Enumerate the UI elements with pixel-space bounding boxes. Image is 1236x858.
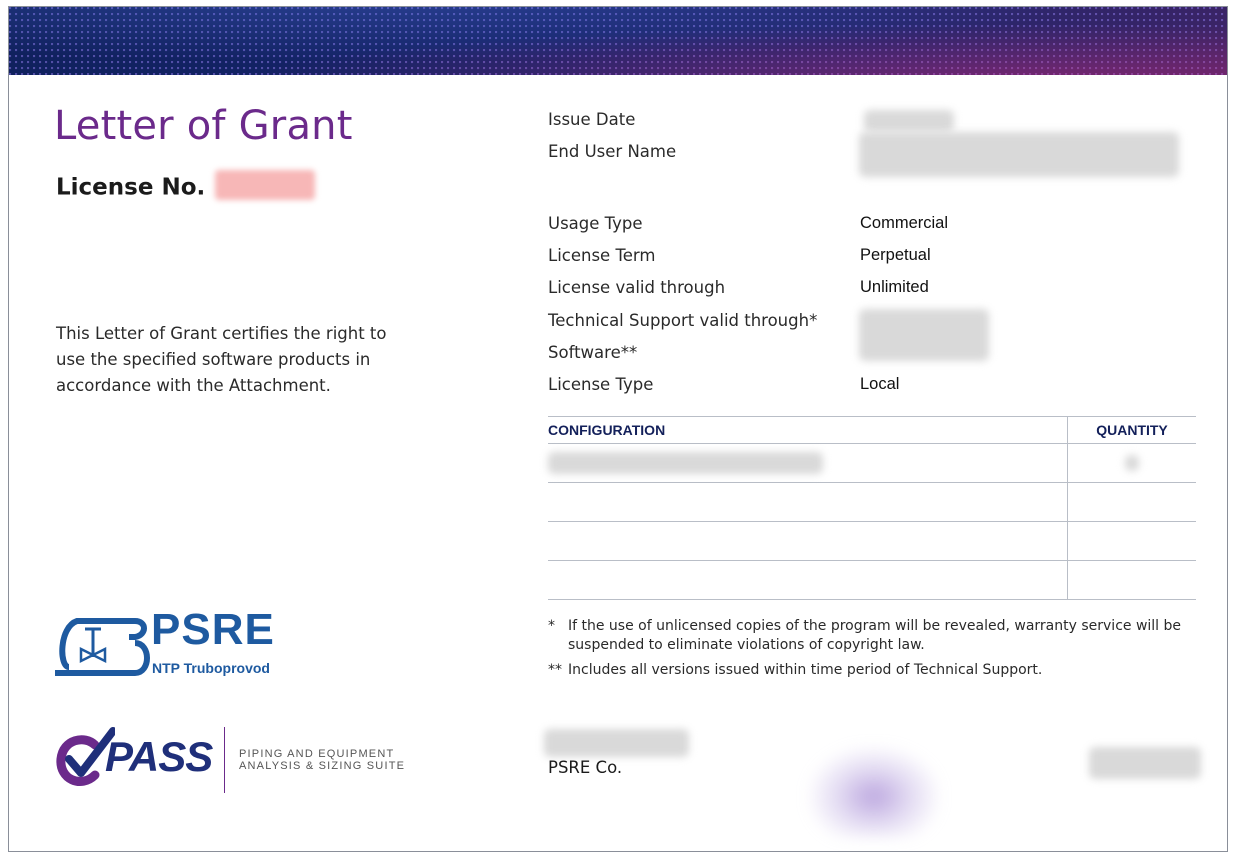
signature-redacted	[1089, 747, 1201, 779]
valid-through-value: Unlimited	[860, 278, 929, 296]
footnote: ** Includes all versions issued within time period of Technical Support.	[548, 662, 1043, 678]
table-row	[548, 444, 1196, 483]
end-user-redacted	[859, 132, 1179, 177]
footnote: * If the use of unlicensed copies of the program will be revealed, warranty service will be suspended to eliminate violations of copyright law.	[548, 618, 1182, 653]
table-row	[548, 483, 1196, 522]
certification-text: This Letter of Grant certifies the right to use the specified software products in accordance with the Attachment.	[56, 324, 387, 395]
header-banner	[9, 7, 1227, 75]
pass-divider	[224, 727, 225, 793]
table-row	[548, 561, 1196, 600]
table-row	[548, 522, 1196, 561]
license-term-label: License Term	[548, 246, 656, 265]
configuration-table	[548, 416, 1196, 600]
configuration-header: CONFIGURATION	[548, 417, 1068, 444]
valid-through-label: License valid through	[548, 278, 726, 297]
signatory-redacted	[544, 729, 689, 757]
table-header-row	[548, 417, 1196, 444]
pass-logo-text: PASS	[105, 733, 213, 780]
end-user-label: End User Name	[548, 142, 677, 161]
footnotes	[548, 617, 1188, 686]
document-title: Letter of Grant	[54, 103, 353, 149]
support-label: Technical Support valid through*	[548, 311, 818, 330]
quantity-header: QUANTITY	[1068, 417, 1197, 444]
license-type-value: Local	[860, 375, 900, 393]
psre-logo-subtitle: NTP Truboprovod	[152, 660, 270, 676]
software-label: Software**	[548, 343, 638, 362]
license-type-label: License Type	[548, 375, 654, 394]
issue-date-redacted	[864, 110, 954, 132]
usage-type-value: Commercial	[860, 214, 949, 232]
license-term-value: Perpetual	[860, 246, 931, 264]
psre-logo-text: PSRE	[151, 605, 275, 654]
company-name: PSRE Co.	[548, 758, 623, 777]
stamp-icon	[809, 747, 939, 837]
license-number	[56, 173, 315, 203]
support-software-redacted	[859, 309, 989, 361]
issue-date-label: Issue Date	[548, 110, 636, 129]
configuration-redacted	[548, 452, 823, 474]
quantity-redacted	[1125, 455, 1139, 471]
letter-page	[8, 6, 1228, 852]
pass-tagline: PIPING AND EQUIPMENT ANALYSIS & SIZING SUITE	[239, 748, 406, 772]
usage-type-label: Usage Type	[548, 214, 643, 233]
license-number-redacted	[215, 170, 315, 200]
license-label: License No.	[56, 174, 206, 201]
